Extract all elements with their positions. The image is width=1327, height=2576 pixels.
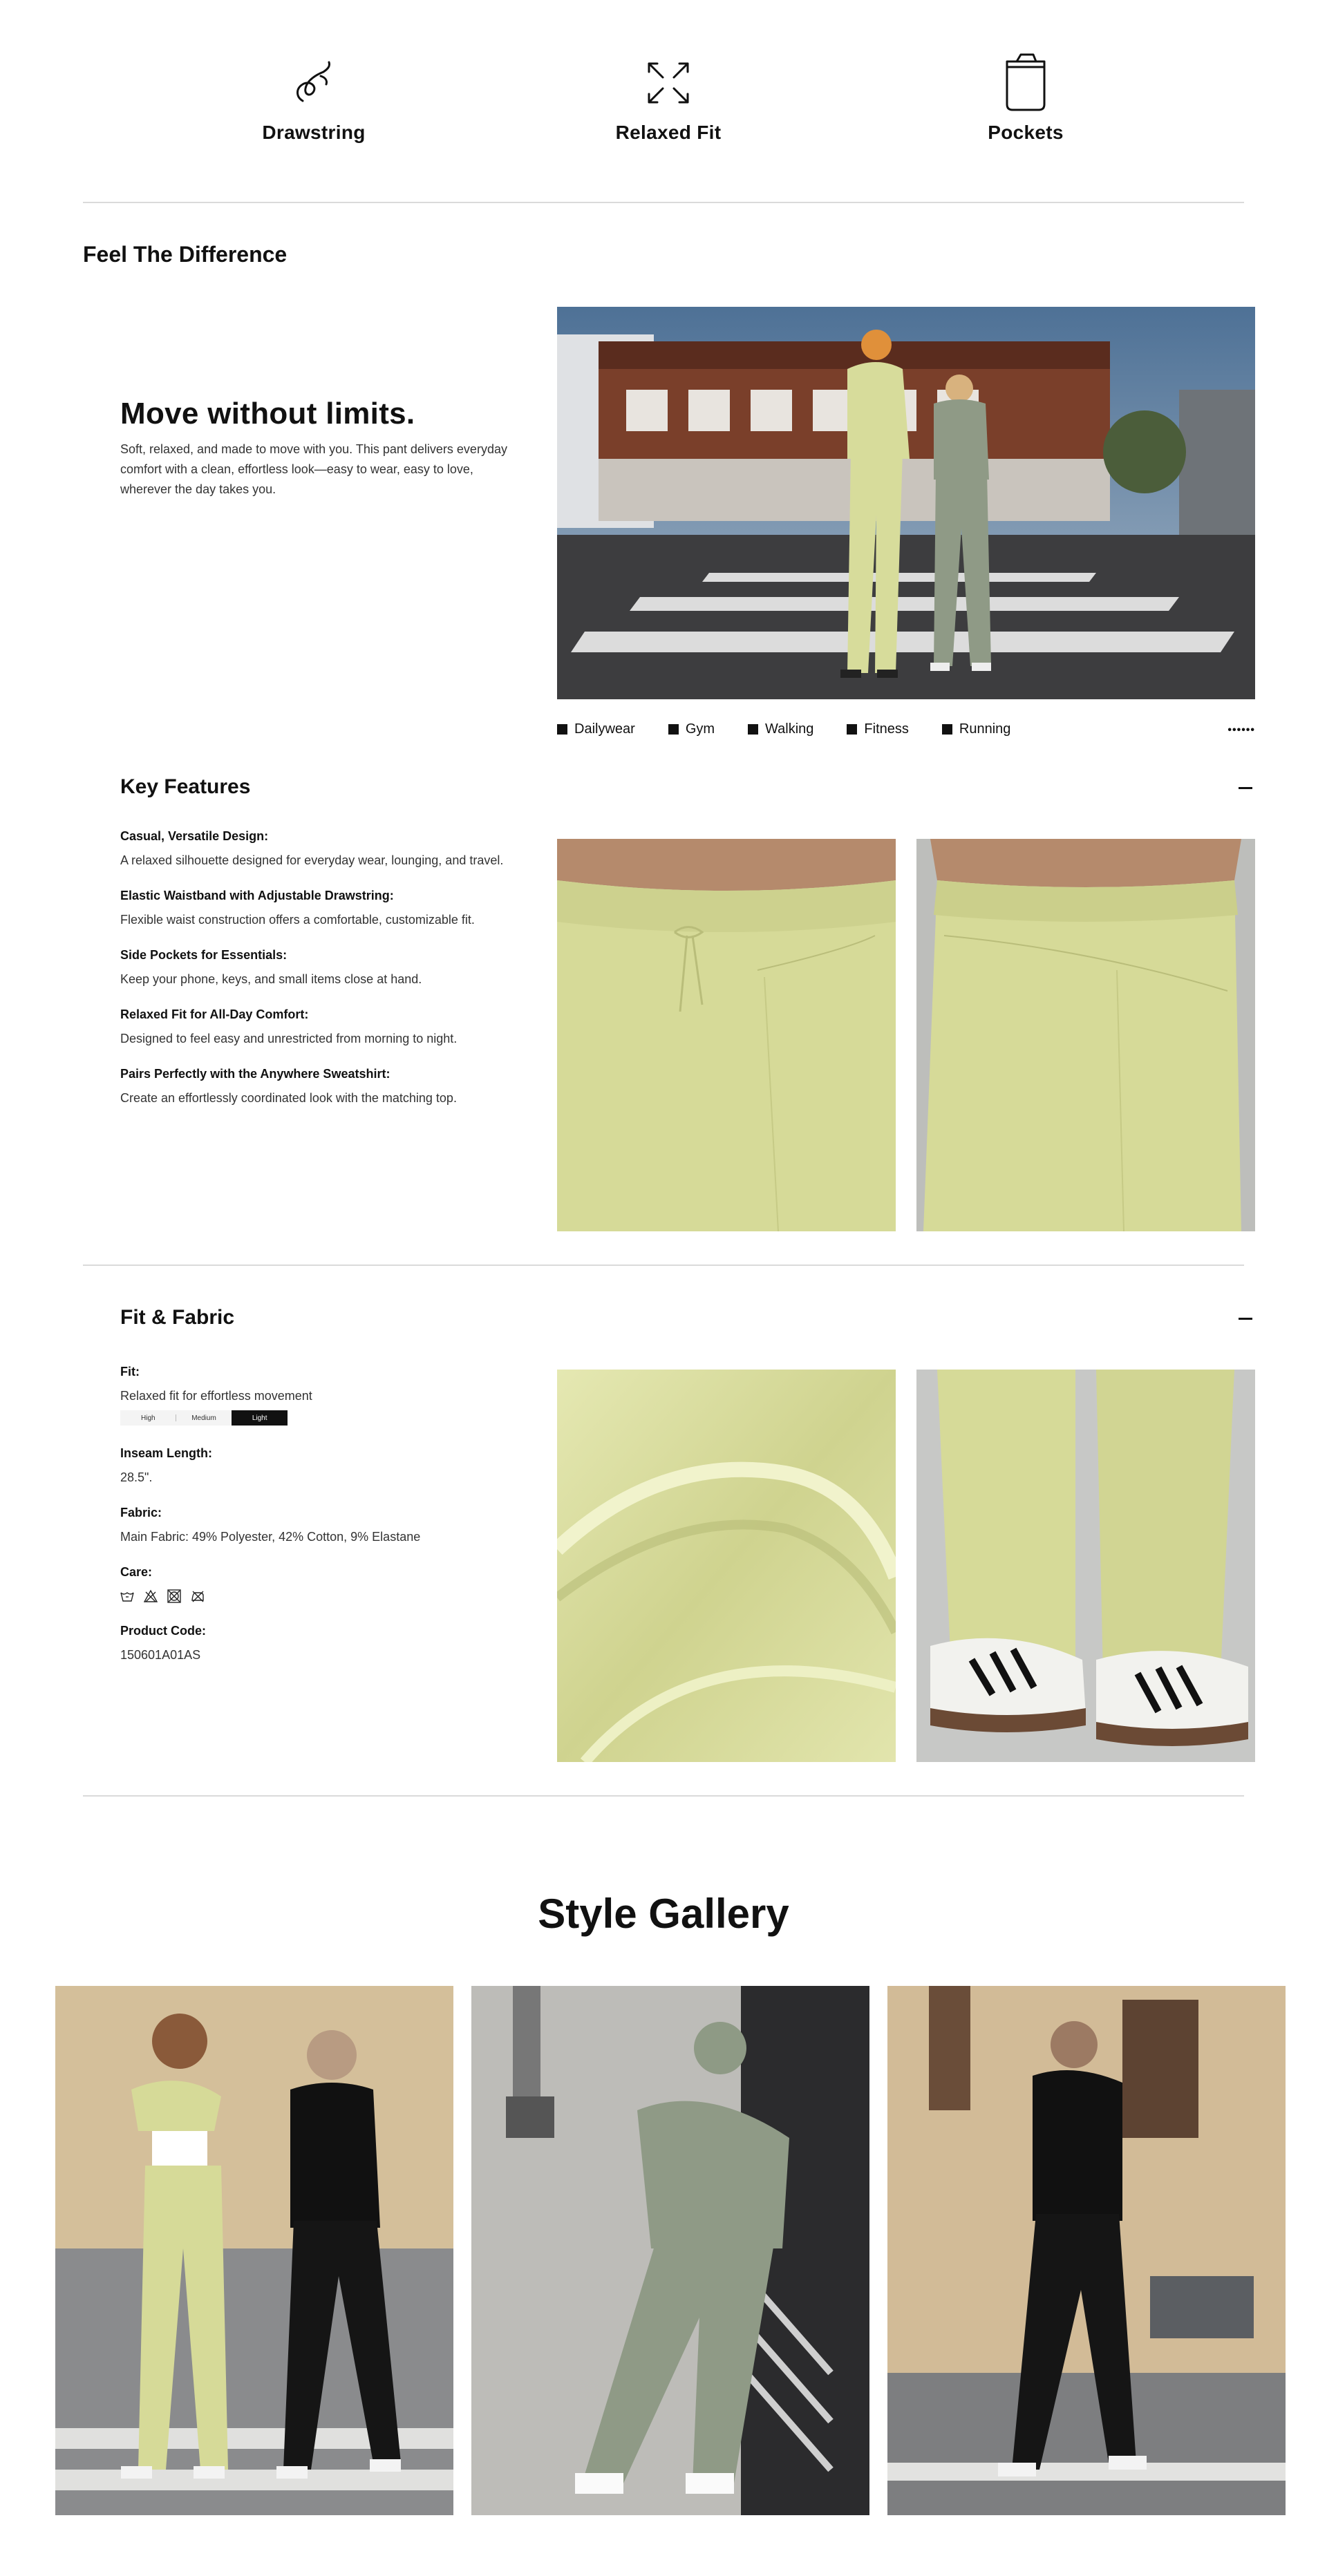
fit-value: Relaxed fit for effortless movement bbox=[120, 1389, 312, 1403]
activity-label: Fitness bbox=[864, 721, 909, 737]
divider bbox=[83, 1265, 1244, 1266]
fabric-label: Fabric: bbox=[120, 1506, 162, 1519]
gallery-photo-3[interactable] bbox=[887, 1986, 1286, 2515]
divider bbox=[83, 1795, 1244, 1797]
activity-tag bbox=[557, 721, 635, 737]
feature-drawstring bbox=[210, 48, 417, 144]
inseam-label: Inseam Length: bbox=[120, 1446, 213, 1460]
activity-tag bbox=[668, 721, 715, 737]
square-icon bbox=[668, 724, 679, 735]
pocket-icon bbox=[922, 48, 1129, 117]
fabric-value: Main Fabric: 49% Polyester, 42% Cotton, 9% Elastane bbox=[120, 1530, 421, 1544]
fit-scale-medium: Medium bbox=[176, 1410, 232, 1426]
fabric-closeup-photo bbox=[557, 1370, 896, 1762]
waistband-front-photo bbox=[557, 839, 896, 1231]
fit-label: Fit: bbox=[120, 1365, 140, 1379]
waistband-back-photo bbox=[916, 839, 1255, 1231]
activity-tag bbox=[748, 721, 813, 737]
square-icon bbox=[847, 724, 857, 735]
care-label: Care: bbox=[120, 1565, 153, 1579]
key-features-list bbox=[120, 829, 542, 1126]
list-item bbox=[120, 889, 542, 927]
feature-item-desc: Create an effortlessly coordinated look with the matching top. bbox=[120, 1091, 457, 1105]
gallery-photo-1[interactable] bbox=[55, 1986, 453, 2515]
fit-scale-high: High bbox=[120, 1410, 176, 1426]
feature-label: Relaxed Fit bbox=[615, 122, 722, 143]
activity-label: Dailywear bbox=[574, 721, 635, 737]
inseam-value: 28.5". bbox=[120, 1470, 153, 1484]
key-features-title[interactable]: Key Features bbox=[120, 775, 251, 798]
product-code-value: 150601A01AS bbox=[120, 1648, 201, 1662]
fit-fabric-title[interactable]: Fit & Fabric bbox=[120, 1306, 235, 1329]
feature-item-title: Pairs Perfectly with the Anywhere Sweatshirt: bbox=[120, 1067, 390, 1081]
feature-label: Pockets bbox=[988, 122, 1064, 143]
hero-photo bbox=[557, 307, 1255, 699]
square-icon bbox=[942, 724, 952, 735]
activity-label: Gym bbox=[685, 721, 715, 737]
fabric-block bbox=[120, 1506, 542, 1544]
activity-label: Walking bbox=[765, 721, 814, 737]
activity-tag bbox=[942, 721, 1011, 737]
feature-item-title: Side Pockets for Essentials: bbox=[120, 948, 288, 962]
hero-headline: Move without limits. bbox=[120, 397, 415, 430]
activity-tag bbox=[847, 721, 908, 737]
sneakers-photo bbox=[916, 1370, 1255, 1762]
list-item bbox=[120, 1007, 542, 1046]
list-item bbox=[120, 948, 542, 987]
expand-arrows-icon bbox=[565, 48, 772, 117]
feature-label: Drawstring bbox=[262, 122, 366, 143]
feature-item-title: Casual, Versatile Design: bbox=[120, 829, 269, 843]
list-item bbox=[120, 829, 542, 868]
drawstring-icon bbox=[210, 48, 417, 117]
product-code-block bbox=[120, 1624, 542, 1663]
fit-scale bbox=[120, 1410, 288, 1426]
care-block bbox=[120, 1565, 542, 1603]
feature-item-desc: Keep your phone, keys, and small items close at hand. bbox=[120, 972, 422, 986]
square-icon bbox=[748, 724, 758, 735]
divider bbox=[83, 202, 1244, 203]
feature-item-title: Relaxed Fit for All-Day Comfort: bbox=[120, 1007, 309, 1021]
collapse-minus-icon[interactable] bbox=[1239, 1318, 1252, 1320]
fit-block bbox=[120, 1365, 542, 1426]
feature-item-desc: Flexible waist construction offers a comfortable, customizable fit. bbox=[120, 913, 475, 927]
product-code-label: Product Code: bbox=[120, 1624, 206, 1638]
feature-pockets bbox=[922, 48, 1129, 144]
more-dots[interactable]: •••••• bbox=[1227, 724, 1255, 736]
inseam-block bbox=[120, 1446, 542, 1485]
hero-description: Soft, relaxed, and made to move with you. This pant delivers everyday comfort with a clean, effortless look—easy to wear, easy to love, wherever the day takes you. bbox=[120, 442, 507, 496]
feature-item-desc: Designed to feel easy and unrestricted from morning to night. bbox=[120, 1032, 458, 1045]
fit-fabric-details bbox=[120, 1365, 542, 1683]
feature-item-title: Elastic Waistband with Adjustable Drawstring: bbox=[120, 889, 394, 902]
do-not-iron-icon bbox=[191, 1589, 205, 1603]
gallery-title: Style Gallery bbox=[538, 1891, 789, 1937]
square-icon bbox=[557, 724, 567, 735]
feature-relaxed-fit bbox=[565, 48, 772, 144]
gallery-photo-2[interactable] bbox=[471, 1986, 869, 2515]
hand-wash-icon bbox=[120, 1589, 134, 1603]
fit-scale-light: Light bbox=[232, 1410, 288, 1426]
care-icons bbox=[120, 1589, 542, 1603]
no-tumble-dry-icon bbox=[167, 1589, 181, 1603]
no-bleach-icon bbox=[144, 1589, 158, 1603]
section-title: Feel The Difference bbox=[83, 242, 288, 267]
activity-label: Running bbox=[959, 721, 1011, 737]
list-item bbox=[120, 1067, 542, 1106]
activity-tags bbox=[557, 719, 1255, 739]
collapse-minus-icon[interactable] bbox=[1239, 787, 1252, 789]
feature-item-desc: A relaxed silhouette designed for everyday wear, lounging, and travel. bbox=[120, 853, 504, 867]
